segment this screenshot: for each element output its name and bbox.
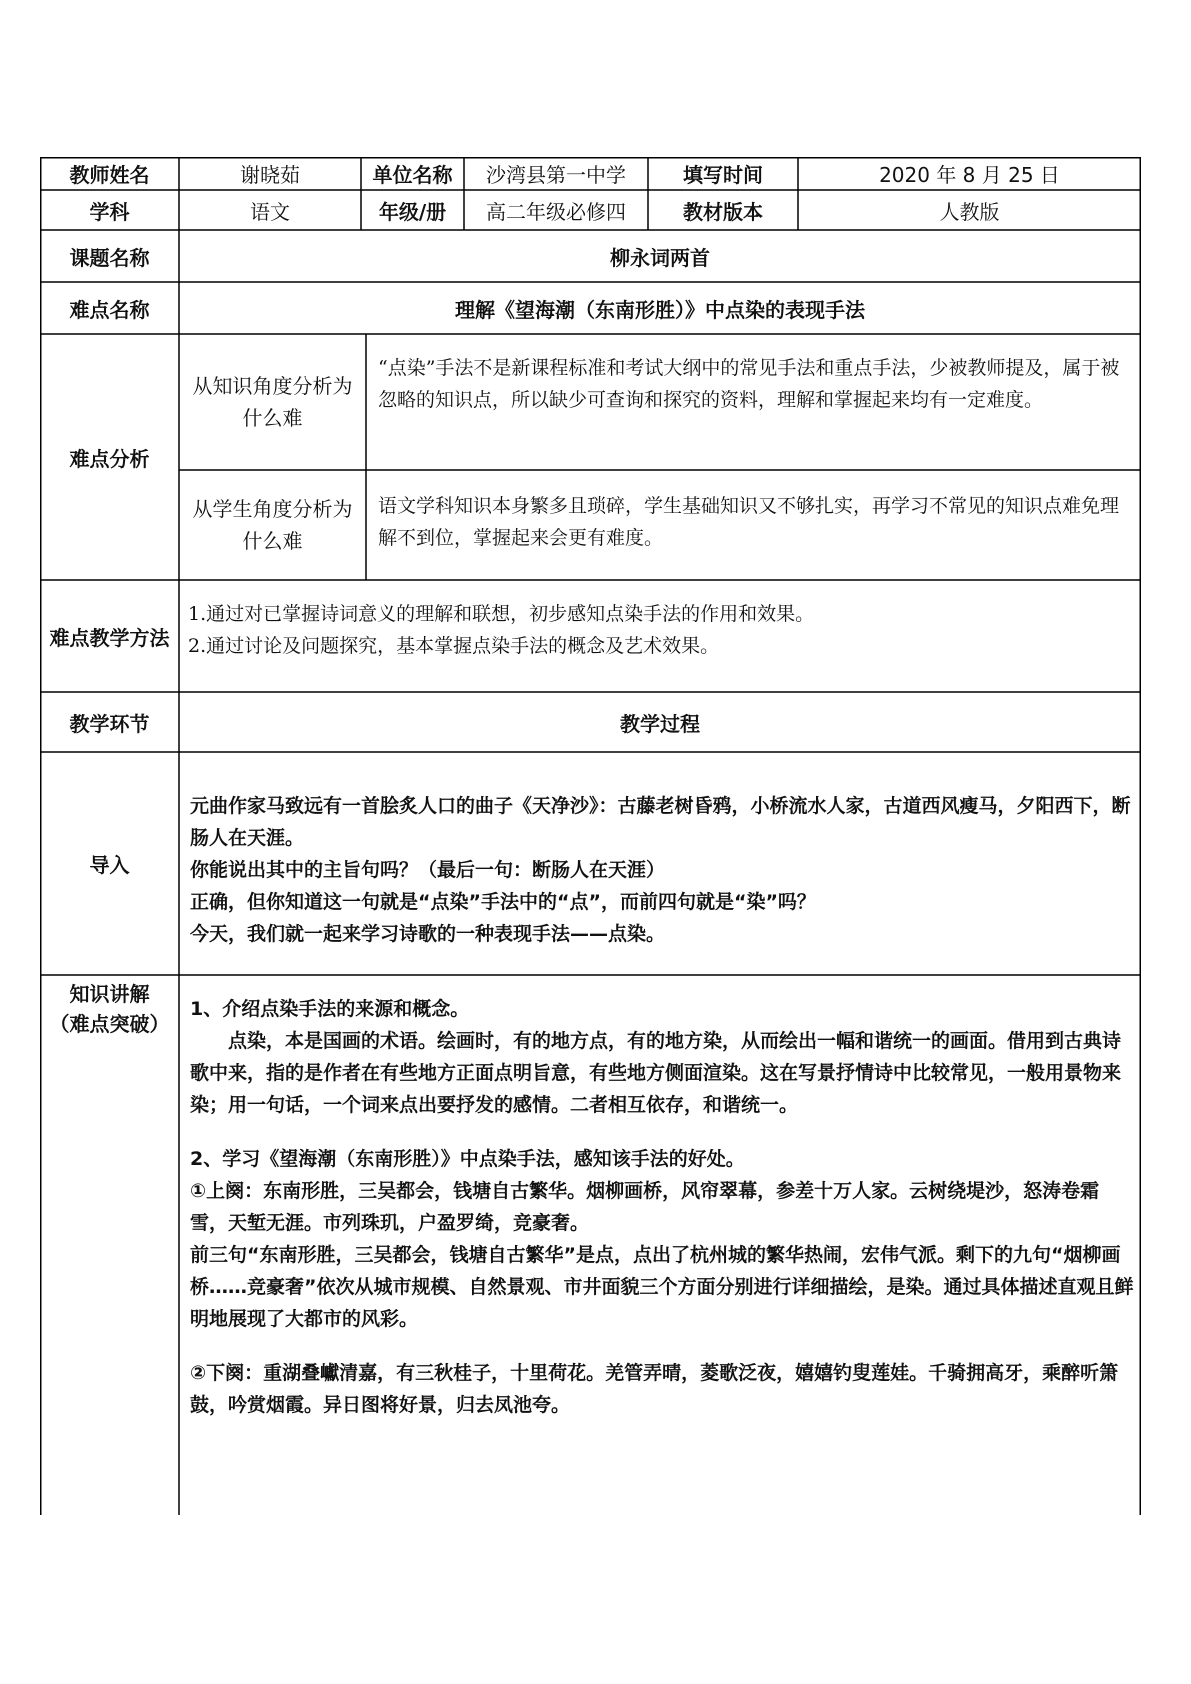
knowledge-angle-text: “点染”手法不是新课程标准和考试大纲中的常见手法和重点手法，少被教师提及，属于被忽略的知识点，所以缺少可查询和探究的资料，理解和掌握起来均有一定难度。 (378, 357, 1120, 411)
knowledge-paragraph-lower: ②下阕：重湖叠巘清嘉，有三秋桂子，十里荷花。羌管弄晴，菱歌泛夜，嬉嬉钓叟莲娃。千骑拥高牙，乘醉听箫鼓，吟赏烟霞。异日图将好景，归去凤池夸。 (190, 1362, 1119, 1416)
teacher-name-value: 谢晓茹 (240, 163, 300, 187)
fill-date-value: 2020 年 8 月 25 日 (879, 163, 1060, 187)
knowledge-paragraph-analysis: 前三句“东南形胜，三吴都会，钱塘自古繁华”是点，点出了杭州城的繁华热闹，宏伟气派。剩下的九句“烟柳画桥……竞豪奢”依次从城市规模、自然景观、市井面貌三个方面分别进行详细描绘，是染。通过具体描述直观且鲜明地展现了大都市的风彩。 (190, 1244, 1134, 1330)
process-header: 教学过程 (620, 711, 700, 736)
unit-name-value: 沙湾县第一中学 (486, 163, 626, 187)
knowledge-heading-2: 2、学习《望海潮（东南形胜）》中点染手法，感知该手法的好处。 (190, 1148, 745, 1170)
method-line: 2.通过讨论及问题探究，基本掌握点染手法的概念及艺术效果。 (188, 635, 720, 657)
subject-value: 语文 (250, 199, 290, 224)
stage-header: 教学环节 (69, 711, 150, 736)
lesson-plan-table (40, 157, 1141, 1515)
knowledge-text (190, 993, 1135, 1421)
knowledge-label (40, 979, 179, 1039)
fill-date-label: 填写时间 (683, 163, 763, 187)
knowledge-label-line1: 知识讲解 (69, 982, 150, 1006)
edition-label: 教材版本 (683, 199, 763, 224)
intro-line: 你能说出其中的主旨句吗？（最后一句：断肠人在天涯） (190, 859, 666, 881)
method-text (188, 598, 1133, 662)
difficulty-label: 难点名称 (69, 297, 150, 322)
topic-label: 课题名称 (69, 245, 150, 270)
student-angle-label: 从学生角度分析为什么难 (192, 497, 353, 553)
method-label: 难点教学方法 (49, 625, 170, 650)
knowledge-paragraph-concept: 点染，本是国画的术语。绘画时，有的地方点，有的地方染，从而绘出一幅和谐统一的画面。借用到古典诗歌中来，指的是作者在有些地方正面点明旨意，有些地方侧面渲染。这在写景抒情诗中比较常见，一般用景物来染；用一句话，一个词来点出要抒发的感情。二者相互依存，和谐统一。 (190, 1030, 1122, 1116)
knowledge-paragraph-upper: ①上阕：东南形胜，三吴都会，钱塘自古繁华。烟柳画桥，风帘翠幕，参差十万人家。云树绕堤沙，怒涛卷霜雪，天堑无涯。市列珠玑，户盈罗绮，竞豪奢。 (190, 1180, 1100, 1234)
unit-name-label: 单位名称 (372, 163, 453, 187)
student-angle-text: 语文学科知识本身繁多且琐碎，学生基础知识又不够扎实，再学习不常见的知识点难免理解不到位，掌握起来会更有难度。 (378, 495, 1120, 549)
grade-value: 高二年级必修四 (486, 199, 626, 224)
edition-value: 人教版 (939, 199, 1000, 224)
grade-label: 年级/册 (378, 199, 447, 224)
topic-value: 柳永词两首 (610, 245, 710, 270)
subject-label: 学科 (89, 199, 130, 224)
intro-line: 今天，我们就一起来学习诗歌的一种表现手法——点染。 (190, 923, 666, 945)
intro-line: 元曲作家马致远有一首脍炙人口的曲子《天净沙》：古藤老树昏鸦，小桥流水人家，古道西风瘦马，夕阳西下，断肠人在天涯。 (190, 795, 1131, 849)
knowledge-angle-label: 从知识角度分析为什么难 (192, 374, 353, 430)
intro-label: 导入 (89, 853, 130, 877)
method-line: 1.通过对已掌握诗词意义的理解和联想，初步感知点染手法的作用和效果。 (188, 603, 815, 625)
analysis-label: 难点分析 (69, 446, 150, 471)
knowledge-heading-1: 1、介绍点染手法的来源和概念。 (190, 998, 470, 1020)
teacher-name-label: 教师姓名 (69, 163, 150, 187)
knowledge-label-line2: （难点突破） (49, 1012, 170, 1036)
intro-text (190, 790, 1135, 950)
difficulty-value: 理解《望海潮（东南形胜）》中点染的表现手法 (455, 297, 865, 322)
intro-line: 正确，但你知道这一句就是“点染”手法中的“点”，而前四句就是“染”吗？ (190, 891, 816, 913)
